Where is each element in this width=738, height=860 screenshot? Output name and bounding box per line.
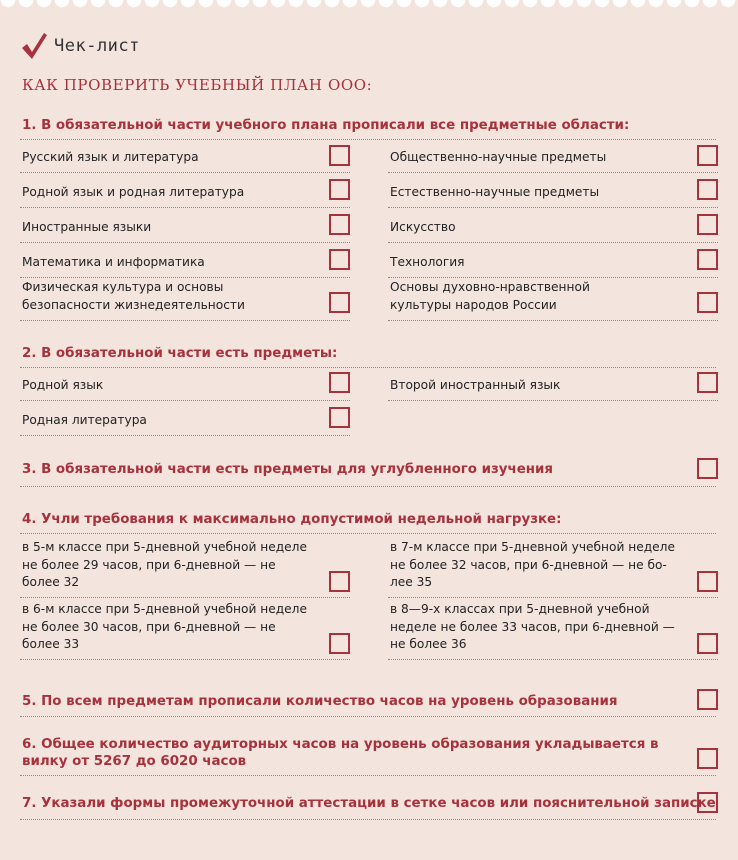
checklist-item-label: в 7-м классе при 5-дневной учебной неделе не более 32 часов, при 6-дневной — не бо-лее 35 xyxy=(390,540,675,589)
header-title: Чек-лист xyxy=(54,36,140,56)
checkbox[interactable] xyxy=(697,249,718,270)
divider xyxy=(20,320,350,321)
checklist-item-label: Иностранные языки xyxy=(22,220,152,234)
divider xyxy=(20,486,716,487)
checklist-item-label: в 5-м классе при 5-дневной учебной неделе не более 29 часов, при 6-дневной — не более 32 xyxy=(22,540,307,589)
checklist-item-label: Родная литература xyxy=(22,413,147,427)
checklist-item-label: Родной язык и родная литература xyxy=(22,185,245,199)
checklist-item-label: Математика и информатика xyxy=(22,255,205,269)
checklist-item-label: Искусство xyxy=(390,220,456,234)
checklist-item-label: Технология xyxy=(390,255,465,269)
checkmark-icon xyxy=(20,31,48,61)
checkbox[interactable] xyxy=(697,571,718,592)
header xyxy=(20,30,140,62)
checkbox[interactable] xyxy=(329,372,350,393)
checkbox[interactable] xyxy=(329,145,350,166)
checkbox[interactable] xyxy=(697,748,718,769)
section-2-title: 2. В обязательной части есть предметы: xyxy=(22,346,338,361)
divider xyxy=(388,320,718,321)
divider xyxy=(20,400,350,401)
checklist-item-label: в 6-м классе при 5-дневной учебной неделе не более 30 часов, при 6-дневной — не более 33 xyxy=(22,602,307,651)
checkbox[interactable] xyxy=(697,792,718,813)
divider xyxy=(20,819,716,820)
section-4-title: 4. Учли требования к максимально допустимой недельной нагрузке: xyxy=(22,512,562,527)
checkbox[interactable] xyxy=(697,372,718,393)
divider xyxy=(20,597,350,598)
checkbox[interactable] xyxy=(697,292,718,313)
divider xyxy=(388,659,718,660)
checklist-item-label: в 8—9-х классах при 5-дневной учебной неделе не более 33 часов, при 6-дневной — не более 36 xyxy=(390,602,675,651)
checklist-item-label: Родной язык xyxy=(22,378,104,392)
checkbox[interactable] xyxy=(329,571,350,592)
divider xyxy=(20,435,350,436)
page-title: КАК ПРОВЕРИТЬ УЧЕБНЫЙ ПЛАН ООО: xyxy=(22,76,373,94)
checklist-item-label: Основы духовно-нравственной культуры народов России xyxy=(390,280,590,312)
checkbox[interactable] xyxy=(697,214,718,235)
checklist-item-label: Естественно-научные предметы xyxy=(390,185,600,199)
checklist-item-label: Физическая культура и основы безопасности жизнедеятельности xyxy=(22,280,245,312)
checkbox[interactable] xyxy=(697,179,718,200)
divider xyxy=(20,775,716,776)
divider xyxy=(388,242,718,243)
checklist-item-label: Общественно-научные предметы xyxy=(390,150,607,164)
divider xyxy=(20,139,716,140)
divider xyxy=(20,207,350,208)
divider xyxy=(20,242,350,243)
checkbox[interactable] xyxy=(329,292,350,313)
divider xyxy=(388,172,718,173)
divider xyxy=(388,400,718,401)
checkbox[interactable] xyxy=(329,407,350,428)
checkbox[interactable] xyxy=(329,214,350,235)
section-6-title: 6. Общее количество аудиторных часов на уровень образования укладывается в вилку от 5267 до 6020 часов xyxy=(22,737,659,769)
checklist-item-label: Русский язык и литература xyxy=(22,150,199,164)
divider xyxy=(388,277,718,278)
checklist-item-label: Второй иностранный язык xyxy=(390,378,561,392)
checkbox[interactable] xyxy=(697,458,718,479)
divider xyxy=(20,172,350,173)
section-1-title: 1. В обязательной части учебного плана прописали все предметные области: xyxy=(22,118,630,133)
divider xyxy=(388,207,718,208)
divider xyxy=(20,716,716,717)
divider xyxy=(20,367,716,368)
divider xyxy=(20,277,350,278)
checkbox[interactable] xyxy=(329,179,350,200)
checkbox[interactable] xyxy=(329,249,350,270)
checkbox[interactable] xyxy=(329,633,350,654)
section-3-title: 3. В обязательной части есть предметы для углубленного изучения xyxy=(22,462,554,477)
checkbox[interactable] xyxy=(697,145,718,166)
checkbox[interactable] xyxy=(697,689,718,710)
section-7-title: 7. Указали формы промежуточной аттестации в сетке часов или пояснительной записке xyxy=(22,796,716,811)
section-5-title: 5. По всем предметам прописали количество часов на уровень образования xyxy=(22,694,618,709)
checkbox[interactable] xyxy=(697,633,718,654)
divider xyxy=(388,597,718,598)
divider xyxy=(20,659,350,660)
divider xyxy=(20,533,716,534)
